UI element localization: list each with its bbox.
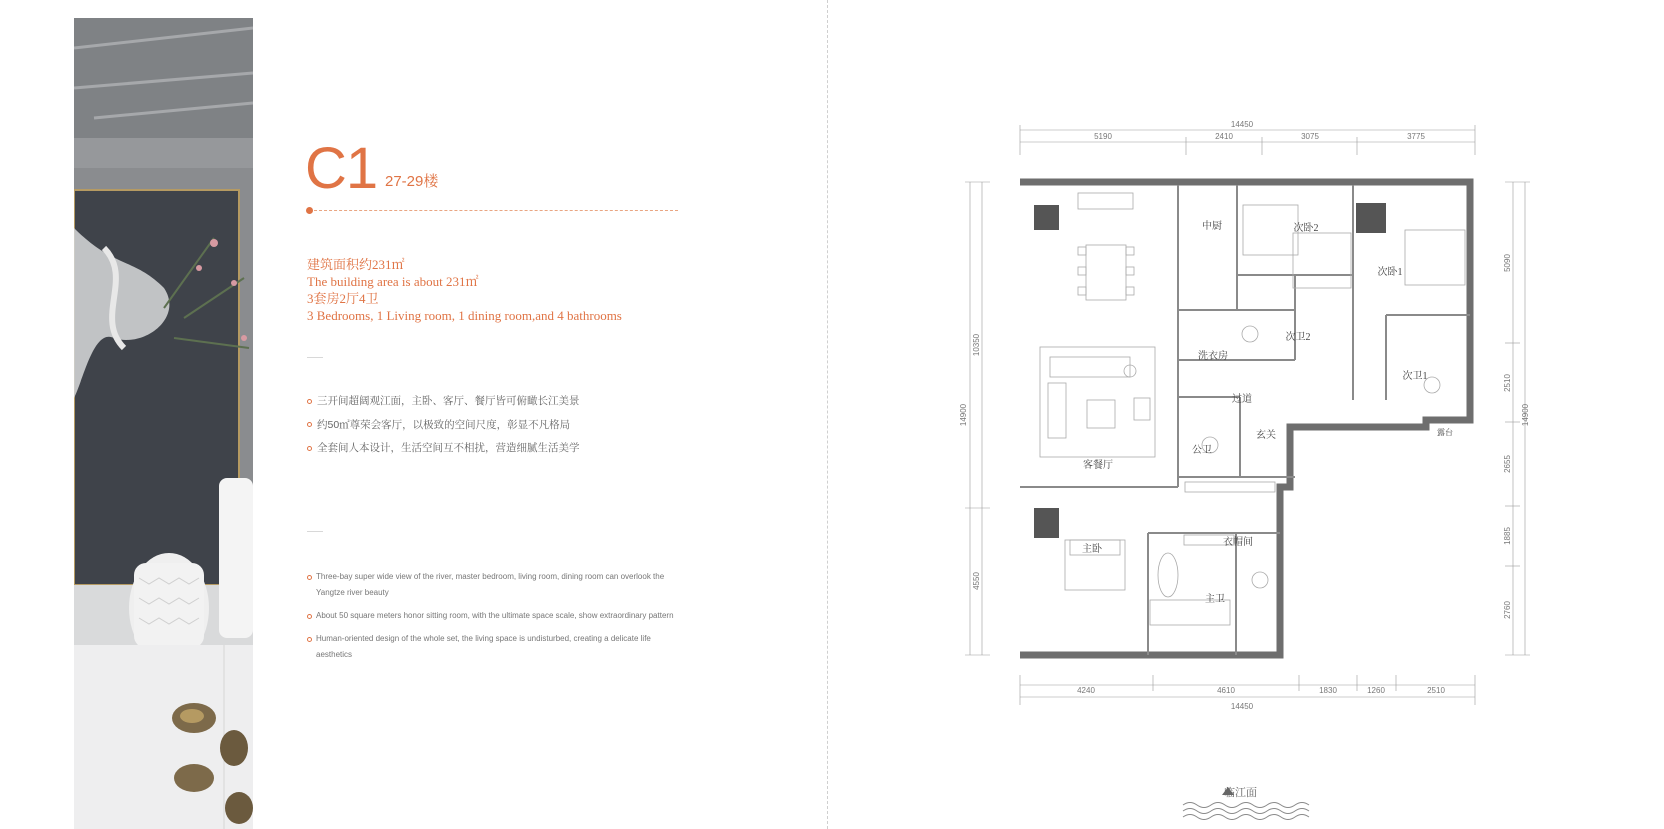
dim-top-2: 2410 <box>1215 132 1233 141</box>
room-corridor: 过道 <box>1232 394 1252 405</box>
dim-bottom-2: 4610 <box>1217 686 1235 695</box>
area-cn: 建筑面积约231㎡ <box>307 257 405 272</box>
room-walkin-closet: 衣帽间 <box>1223 537 1253 548</box>
bullet-icon <box>307 399 312 404</box>
feature-cn-text: 三开间超阔观江面，主卧、客厅、餐厅皆可俯瞰长江美景 <box>317 395 580 407</box>
dim-right-1: 5090 <box>1503 254 1512 272</box>
feature-en-item <box>307 631 677 663</box>
room-bedroom1: 次卧1 <box>1377 267 1403 278</box>
dim-bottom-1: 4240 <box>1077 686 1095 695</box>
layout-cn: 3套房2厅4卫 <box>307 291 379 306</box>
bullet-icon <box>307 575 312 580</box>
dim-left-total: 14900 <box>959 403 968 427</box>
unit-code: C1 <box>305 136 378 201</box>
wave-icon <box>1183 803 1309 820</box>
feature-en-text: About 50 square meters honor sitting room, with the ultimate space scale, show extraordinary pattern <box>316 611 674 620</box>
room-bedroom2: 次卧2 <box>1293 223 1319 234</box>
bullet-icon <box>307 614 312 619</box>
feature-cn-text: 全套间人本设计，生活空间互不相扰，营造细腻生活美学 <box>317 442 580 454</box>
room-master-bedroom: 主卧 <box>1082 544 1102 555</box>
room-living-dining: 客餐厅 <box>1083 460 1113 471</box>
dim-bottom-4: 1260 <box>1367 686 1385 695</box>
bullet-icon <box>307 422 312 427</box>
dim-top-3: 3075 <box>1301 132 1319 141</box>
room-bath2: 次卫2 <box>1285 332 1311 343</box>
dim-top-4: 3775 <box>1407 132 1425 141</box>
feature-en-text: Three-bay super wide view of the river, master bedroom, living room, dining room can overlook the Yangtze river beauty <box>316 572 665 597</box>
dim-right-3: 2655 <box>1503 455 1512 473</box>
interior-photo-art <box>74 18 253 829</box>
area-info <box>307 256 622 324</box>
short-rule-1 <box>307 357 323 358</box>
bullet-icon <box>307 637 312 642</box>
area-en: The building area is about 231㎡ <box>307 274 479 289</box>
interior-walls <box>1020 185 1470 655</box>
dim-top-1: 5190 <box>1094 132 1112 141</box>
room-balcony: 露台 <box>1437 428 1453 437</box>
feature-cn-text: 约50㎡尊荣会客厅，以极致的空间尺度，彰显不凡格局 <box>317 418 571 431</box>
room-public-bath: 公卫 <box>1192 445 1212 456</box>
dim-bottom-3: 1830 <box>1319 686 1337 695</box>
feature-en-text: Human-oriented design of the whole set, the living space is undisturbed, creating a delicate life aesthetics <box>316 634 651 659</box>
river-label: 临江面 <box>1224 787 1257 799</box>
feature-en-item <box>307 569 677 601</box>
interior-photo <box>74 18 253 829</box>
bullet-icon <box>307 446 312 451</box>
features-en-list <box>307 569 677 670</box>
dim-bottom-5: 2510 <box>1427 686 1445 695</box>
unit-title-block <box>305 136 439 201</box>
dim-right-2: 2510 <box>1503 374 1512 392</box>
feature-cn-item <box>307 393 580 408</box>
layout-en: 3 Bedrooms, 1 Living room, 1 dining room,and 4 bathrooms <box>307 308 622 323</box>
room-kitchen: 中厨 <box>1202 221 1222 232</box>
dim-right-5: 2760 <box>1503 601 1512 619</box>
floor-plan <box>950 115 1550 715</box>
page-spine <box>827 0 828 829</box>
title-divider <box>314 210 678 211</box>
dim-right-total: 14900 <box>1521 403 1530 427</box>
feature-cn-item <box>307 417 580 432</box>
unit-floors: 27-29楼 <box>385 173 439 190</box>
features-cn-list <box>307 393 580 464</box>
room-bath1: 次卫1 <box>1402 371 1428 382</box>
dim-left-2: 4550 <box>972 572 981 590</box>
feature-en-item <box>307 608 677 624</box>
dim-top-total: 14450 <box>1230 120 1254 129</box>
outer-walls <box>1020 182 1470 655</box>
room-master-bath: 主卫 <box>1205 594 1225 605</box>
furniture <box>1040 193 1465 625</box>
dim-bottom-total: 14450 <box>1230 702 1254 711</box>
title-dot <box>306 207 313 214</box>
dim-right-4: 1885 <box>1503 527 1512 545</box>
room-foyer: 玄关 <box>1256 430 1276 441</box>
short-rule-2 <box>307 531 323 532</box>
dim-left-1: 10350 <box>972 333 981 357</box>
room-labels <box>1082 219 1453 605</box>
room-laundry: 洗衣房 <box>1198 351 1228 362</box>
feature-cn-item <box>307 440 580 455</box>
